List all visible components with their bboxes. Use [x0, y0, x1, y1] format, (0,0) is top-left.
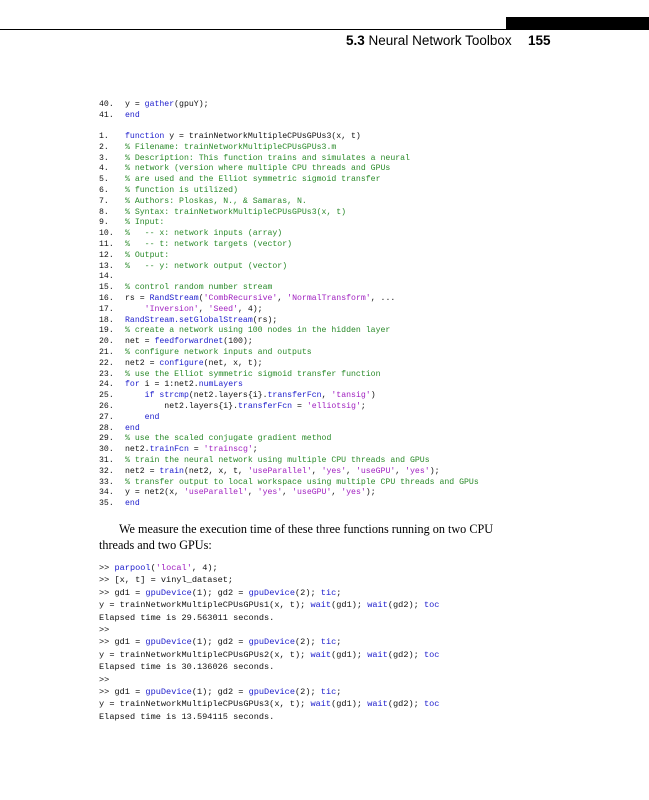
code-token: (1); gd2 = — [191, 587, 249, 598]
code-line — [99, 229, 479, 240]
code-listing-continued — [99, 100, 209, 122]
console-line — [99, 649, 439, 661]
code-token: ) — [370, 391, 376, 401]
code-token: Elapsed time is 29.563011 seconds. — [99, 612, 275, 623]
code-token: 'yes' — [341, 488, 366, 498]
code-token: (net2, x, t, — [183, 466, 248, 476]
code-token: gpuDevice — [248, 587, 295, 598]
code-line — [99, 434, 479, 445]
code-token: 'useGPU' — [292, 488, 332, 498]
console-line — [99, 711, 439, 723]
code-line — [99, 100, 209, 111]
code-line — [99, 294, 479, 305]
code-token: end — [144, 412, 160, 422]
code-token: , — [198, 304, 209, 314]
console-line — [99, 587, 439, 599]
code-token: toc — [423, 649, 440, 660]
code-token: ( — [150, 563, 156, 573]
code-token — [125, 413, 145, 422]
line-number: 28. — [99, 423, 114, 433]
code-token — [125, 391, 145, 400]
code-token: train — [159, 466, 184, 476]
line-number: 6. — [99, 185, 109, 195]
line-number: 11. — [99, 239, 114, 249]
code-token: (gpuY); — [174, 100, 209, 109]
code-token: y = trainNetworkMultipleCPUsGPUs1(x, t); — [99, 600, 311, 611]
code-token: y = trainNetworkMultipleCPUsGPUs3(x, t) — [164, 132, 361, 141]
code-token: toc — [423, 600, 440, 611]
code-token: % network (version where multiple CPU threads and GPUs — [125, 164, 391, 174]
header-rule — [0, 29, 649, 30]
code-token: % control random number stream — [125, 283, 273, 293]
console-line — [99, 636, 439, 648]
code-token: rs = — [125, 293, 150, 303]
code-line — [99, 456, 479, 467]
code-token: tic — [320, 686, 337, 697]
code-token: ; — [336, 587, 342, 598]
code-line — [99, 488, 479, 499]
code-token: % -- y: network output (vector) — [125, 261, 288, 271]
code-token: % -- x: network inputs (array) — [125, 229, 283, 239]
code-token: % configure network inputs and outputs — [125, 347, 312, 357]
code-token: >> — [99, 624, 110, 635]
code-line — [99, 467, 479, 478]
code-token: % function is utilized) — [125, 185, 239, 195]
code-token: y = net2(x, — [125, 488, 184, 498]
code-line — [99, 197, 479, 208]
code-token: end — [125, 110, 140, 120]
code-token: % Filename: trainNetworkMultipleCPUsGPUs3.m — [125, 142, 337, 152]
code-token: >> gd1 = — [99, 637, 146, 648]
code-token: >> — [99, 563, 115, 573]
code-token: feedforwardnet — [154, 337, 224, 347]
code-token: if — [144, 391, 155, 401]
code-line — [99, 359, 479, 370]
line-number: 30. — [99, 445, 114, 455]
code-line — [99, 337, 479, 348]
code-token: (gd1); — [331, 699, 368, 710]
code-token: 'trainscg' — [203, 445, 253, 455]
line-number: 3. — [99, 153, 109, 163]
code-line — [99, 402, 479, 413]
code-token: 'yes' — [257, 488, 283, 498]
code-token: , 4); — [191, 563, 218, 573]
code-listing-function — [99, 132, 479, 510]
line-number: 4. — [99, 164, 109, 174]
code-line — [99, 499, 479, 510]
code-line — [99, 370, 479, 381]
code-line — [99, 326, 479, 337]
code-token: % Description: This function trains and simulates a neural — [125, 153, 410, 163]
line-number: 34. — [99, 488, 114, 498]
line-number: 25. — [99, 391, 114, 401]
code-token: net2. — [125, 445, 150, 455]
code-token: i = 1:net2. — [139, 380, 199, 390]
line-number: 35. — [99, 499, 114, 509]
code-token: Elapsed time is 30.136026 seconds. — [99, 662, 275, 673]
console-line — [99, 686, 439, 698]
code-token: % use the Elliot symmetric sigmoid transfer function — [125, 369, 381, 379]
code-token: % train the neural network using multiple CPU threads and GPUs — [125, 455, 430, 465]
code-token: gpuDevice — [145, 637, 192, 648]
code-token: (2); — [295, 686, 321, 697]
line-number: 15. — [99, 283, 114, 293]
code-token: net = — [125, 337, 155, 347]
code-token: 'useParallel' — [247, 466, 312, 476]
code-token: for — [125, 380, 140, 390]
code-token: toc — [423, 699, 440, 710]
console-line — [99, 612, 439, 624]
code-token: , — [346, 466, 356, 476]
code-token: (gd2); — [387, 699, 424, 710]
line-number: 2. — [99, 142, 109, 152]
line-number: 1. — [99, 132, 109, 141]
code-token: trainFcn — [149, 445, 189, 455]
line-number: 33. — [99, 477, 114, 487]
code-token: 'NormalTransform' — [287, 293, 371, 303]
line-number: 20. — [99, 337, 114, 347]
code-token: , — [395, 466, 406, 476]
code-token: wait — [310, 649, 332, 660]
code-line — [99, 391, 479, 402]
line-number: 17. — [99, 304, 114, 314]
code-line — [99, 218, 479, 229]
code-line — [99, 240, 479, 251]
code-token: (rs); — [252, 315, 278, 325]
code-token: strcmp — [159, 391, 189, 401]
code-token: % create a network using 100 nodes in the hidden layer — [125, 326, 391, 336]
code-token: wait — [367, 649, 388, 660]
line-number: 8. — [99, 207, 109, 217]
code-token: tic — [320, 587, 337, 598]
code-token: end — [125, 423, 140, 433]
code-token: , 4); — [238, 304, 263, 314]
running-header — [346, 33, 512, 48]
code-line — [99, 413, 479, 424]
code-token: RandStream.setGlobalStream — [125, 315, 253, 325]
code-token: , — [282, 488, 293, 498]
code-token: y = trainNetworkMultipleCPUsGPUs3(x, t); — [99, 699, 311, 710]
matlab-console-output — [99, 562, 439, 723]
code-token: ); — [429, 466, 440, 476]
code-token: 'local' — [155, 563, 192, 573]
section-title: Neural Network Toolbox — [368, 33, 512, 48]
line-number: 13. — [99, 261, 114, 271]
code-token: 'yes' — [405, 466, 430, 476]
line-number: 21. — [99, 347, 114, 357]
code-token: RandStream — [149, 293, 199, 303]
code-token: , — [311, 466, 322, 476]
code-token: (1); gd2 = — [191, 686, 249, 697]
code-line — [99, 348, 479, 359]
line-number: 22. — [99, 358, 114, 368]
code-token: gpuDevice — [145, 686, 192, 697]
code-token: % -- t: network targets (vector) — [125, 239, 293, 249]
code-token: numLayers — [198, 380, 243, 390]
code-token: >> — [99, 674, 110, 685]
code-token: % transfer output to local workspace using multiple CPU threads and GPUs — [125, 477, 479, 487]
code-token: % Input: — [125, 218, 165, 228]
code-token: wait — [310, 699, 332, 710]
line-number: 23. — [99, 369, 114, 379]
code-line — [99, 478, 479, 489]
code-line — [99, 272, 479, 283]
code-token: tic — [320, 637, 337, 648]
line-number: 7. — [99, 196, 109, 206]
code-token: ; — [336, 637, 342, 648]
code-token: transferFcn — [267, 391, 322, 401]
code-token: end — [125, 499, 140, 509]
code-token: y = trainNetworkMultipleCPUsGPUs2(x, t); — [99, 649, 311, 660]
code-token: (gd2); — [387, 600, 424, 611]
code-token: >> gd1 = — [99, 587, 146, 598]
code-token: % are used and the Elliot symmetric sigmoid transfer — [125, 175, 381, 185]
code-line — [99, 380, 479, 391]
code-token: (gd1); — [331, 649, 368, 660]
code-line — [99, 175, 479, 186]
code-token: (2); — [295, 637, 321, 648]
line-number: 19. — [99, 326, 114, 336]
code-token: % Authors: Ploskas, N., & Samaras, N. — [125, 196, 307, 206]
code-line — [99, 208, 479, 219]
code-token: , — [277, 293, 288, 303]
line-number: 41. — [99, 110, 114, 120]
code-token: >> gd1 = — [99, 686, 146, 697]
code-line — [99, 143, 479, 154]
line-number: 29. — [99, 434, 114, 444]
code-line — [99, 132, 479, 143]
code-token: >> [x, t] = vinyl_dataset; — [99, 575, 234, 586]
code-token: function — [125, 132, 165, 141]
console-line — [99, 562, 439, 574]
code-line — [99, 154, 479, 165]
body-paragraph: We measure the execution time of these three functions running on two CPU threads and two GPUs: — [99, 522, 494, 552]
line-number: 31. — [99, 455, 114, 465]
line-number: 40. — [99, 100, 114, 109]
code-token: , — [321, 391, 332, 401]
code-line — [99, 164, 479, 175]
code-token: (gd1); — [331, 600, 368, 611]
console-line — [99, 599, 439, 611]
code-token: % use the scaled conjugate gradient method — [125, 434, 332, 444]
code-token: % Output: — [125, 250, 170, 260]
code-line — [99, 305, 479, 316]
code-line — [99, 445, 479, 456]
code-token: , ... — [370, 293, 396, 303]
code-token: (net, x, t); — [203, 358, 263, 368]
code-line — [99, 111, 209, 122]
console-line — [99, 624, 439, 636]
code-token: 'useGPU' — [355, 466, 396, 476]
code-token: transferFcn — [238, 401, 293, 411]
line-number: 5. — [99, 175, 109, 185]
code-line — [99, 316, 479, 327]
code-token: ); — [365, 488, 376, 498]
code-token: wait — [310, 600, 332, 611]
code-token: , — [247, 488, 258, 498]
code-token: ; — [360, 401, 366, 411]
code-token: gather — [144, 100, 175, 109]
code-token: 'useParallel' — [183, 488, 248, 498]
code-token: 'yes' — [321, 466, 347, 476]
code-token: parpool — [114, 563, 151, 573]
code-token: 'tansig' — [331, 391, 371, 401]
code-token: (100); — [223, 337, 253, 347]
code-token: net2.layers{i}. — [125, 401, 239, 411]
code-line — [99, 186, 479, 197]
code-line — [99, 262, 479, 273]
section-number: 5.3 — [346, 33, 365, 48]
code-token: , — [331, 488, 342, 498]
code-token: gpuDevice — [248, 686, 295, 697]
code-token: gpuDevice — [145, 587, 192, 598]
code-token: wait — [367, 600, 388, 611]
code-token: y = — [125, 100, 145, 109]
code-token: configure — [159, 358, 204, 368]
code-token: ( — [198, 293, 204, 303]
console-line — [99, 574, 439, 586]
code-token: net2 = — [125, 358, 160, 368]
code-token: net2 = — [125, 466, 160, 476]
console-line — [99, 698, 439, 710]
line-number: 16. — [99, 293, 114, 303]
code-token: ; — [336, 686, 342, 697]
code-token: (net2.layers{i}. — [188, 391, 268, 401]
line-number: 9. — [99, 218, 109, 228]
code-token: wait — [367, 699, 388, 710]
code-token — [125, 305, 145, 314]
code-line — [99, 251, 479, 262]
code-token: (gd2); — [387, 649, 424, 660]
code-token: ; — [252, 445, 258, 455]
line-number: 10. — [99, 229, 114, 239]
code-token: % Syntax: trainNetworkMultipleCPUsGPUs3(x, t) — [125, 207, 347, 217]
page-number: 155 — [528, 33, 551, 48]
line-number: 26. — [99, 401, 114, 411]
code-token: (2); — [295, 587, 321, 598]
console-line — [99, 661, 439, 673]
line-number: 18. — [99, 315, 114, 325]
line-number: 24. — [99, 380, 114, 390]
code-line — [99, 424, 479, 435]
line-number: 32. — [99, 466, 114, 476]
code-token: 'Inversion' — [144, 304, 199, 314]
code-token: 'elliotsig' — [306, 401, 361, 411]
code-token: = — [188, 445, 204, 455]
line-number: 12. — [99, 250, 114, 260]
line-number: 14. — [99, 272, 114, 282]
code-token: gpuDevice — [248, 637, 295, 648]
code-token: Elapsed time is 13.594115 seconds. — [99, 711, 275, 722]
code-token: 'CombRecursive' — [203, 293, 278, 303]
code-line — [99, 283, 479, 294]
code-token: (1); gd2 = — [191, 637, 249, 648]
line-number: 27. — [99, 412, 114, 422]
code-token: = — [292, 401, 307, 411]
code-token: 'Seed' — [208, 304, 239, 314]
console-line — [99, 674, 439, 686]
